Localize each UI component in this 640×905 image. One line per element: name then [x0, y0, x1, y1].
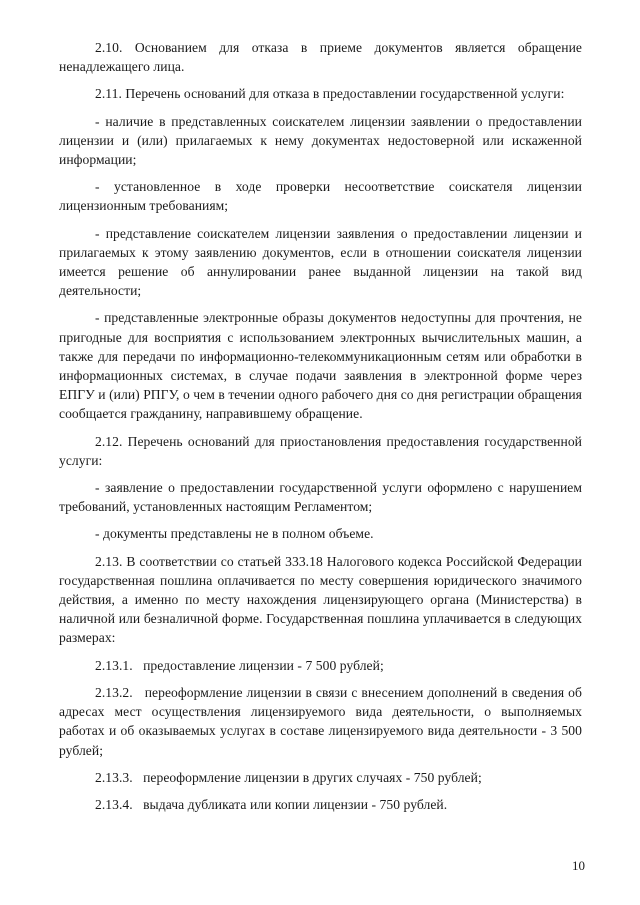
list-item-false-information: - наличие в представленных соискателем лицензии заявлении о предоставлении лицензии и (или) прилагаемых к нему документах недостоверной или искаженной информации;: [59, 113, 582, 168]
paragraph-2-13-3: 2.13.3. переоформление лицензии в других случаях - 750 рублей;: [95, 769, 482, 785]
list-item-noncompliance: - установленное в ходе проверки несоответствие соискателя лицензии лицензионным требованиям;: [59, 179, 582, 214]
list-item-application-violation: - заявление о предоставлении государственной услуги оформлено с нарушением требований, установленных настоящим Регламентом;: [59, 480, 582, 515]
paragraph-2-13-1: 2.13.1. предоставление лицензии - 7 500 рублей;: [95, 657, 384, 673]
paragraph-2-11: 2.11. Перечень оснований для отказа в предоставлении государственной услуги:: [95, 86, 565, 102]
paragraph-2-13-4: 2.13.4. выдача дубликата или копии лицензии - 750 рублей.: [95, 796, 448, 812]
document-page: [59, 38, 586, 822]
paragraph-2-13: 2.13. В соответствии со статьей 333.18 Налогового кодекса Российской Федерации государственная пошлина оплачивается по месту совершения юридического значимого действия, а именно по месту нахождения лицензирующего органа (Министерства) в наличной или безналичной форме. Государственная пошлина уплачивается в следующих размерах:: [59, 553, 582, 646]
list-item-electronic-documents: - представленные электронные образы документов недоступны для прочтения, не пригодные для восприятия с использованием электронных вычислительных машин, а также для передачи по информационно-телекоммуникационным сетям или обработки в информационных системах, в случае подачи заявления в электронной форме через ЕПГУ и (или) РПГУ, о чем в течении одного рабочего дня со дня регистрации обращения сообщается гражданину, направившему обращение.: [59, 310, 582, 422]
paragraph-2-10: 2.10. Основанием для отказа в приеме документов является обращение ненадлежащего лица.: [59, 40, 582, 75]
list-item-annulled-license: - представление соискателем лицензии заявления о предоставлении лицензии и прилагаемых к этому заявлению документов, если в отношении соискателя лицензии имеется решение об аннулировании ранее выданной лицензии на такой вид деятельности;: [59, 225, 582, 299]
page-number: 10: [572, 858, 585, 873]
list-item-incomplete-documents: - документы представлены не в полном объеме.: [95, 526, 374, 542]
paragraph-2-12: 2.12. Перечень оснований для приостановления предоставления государственной услуги:: [59, 433, 582, 468]
paragraph-2-13-2: 2.13.2. переоформление лицензии в связи с внесением дополнений в сведения об адресах мест осуществления лицензируемого вида деятельности, о выполняемых работах и об оказываемых услугах в составе лицензируемого вида деятельности - 3 500 рублей;: [59, 684, 586, 758]
